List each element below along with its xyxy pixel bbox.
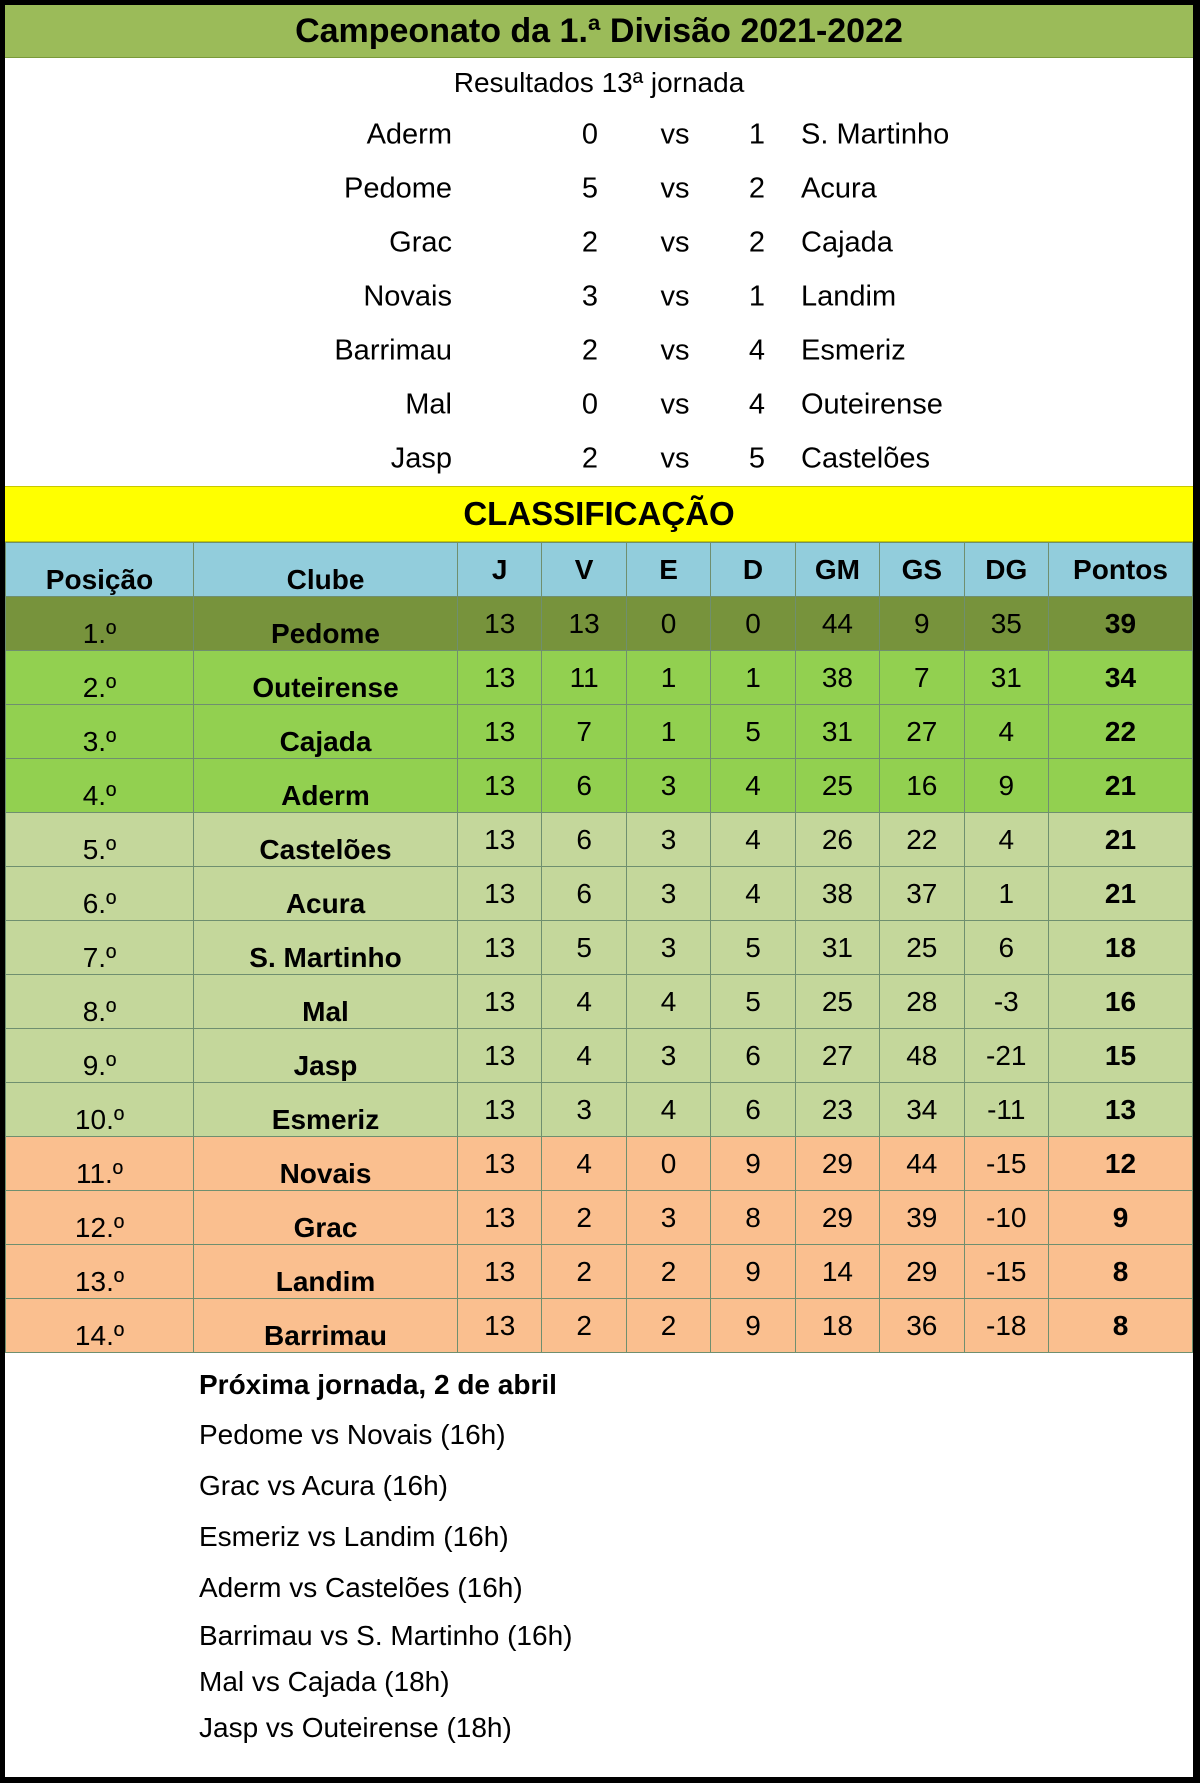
result-vs: vs — [660, 442, 690, 475]
standings-row — [6, 975, 1193, 1029]
cell-points: 13 — [1049, 1083, 1193, 1137]
cell-goals-for: 25 — [795, 975, 879, 1029]
cell-goals-against: 44 — [880, 1137, 964, 1191]
cell-draws: 0 — [626, 597, 710, 651]
cell-goals-against: 27 — [880, 705, 964, 759]
standings-row — [6, 759, 1193, 813]
cell-draws: 4 — [626, 975, 710, 1029]
cell-points: 8 — [1049, 1245, 1193, 1299]
col-header-losses: D — [711, 543, 795, 597]
col-header-goal-difference: DG — [964, 543, 1048, 597]
cell-played: 13 — [458, 867, 542, 921]
cell-losses: 6 — [711, 1083, 795, 1137]
cell-losses: 4 — [711, 759, 795, 813]
result-away-score: 4 — [748, 388, 766, 421]
cell-losses: 4 — [711, 813, 795, 867]
cell-draws: 2 — [626, 1299, 710, 1353]
standings-body — [6, 597, 1193, 1353]
cell-wins: 11 — [542, 651, 626, 705]
cell-played: 13 — [458, 921, 542, 975]
standings-row — [6, 1029, 1193, 1083]
cell-points: 21 — [1049, 813, 1193, 867]
standings-row — [6, 651, 1193, 705]
result-away-team: Acura — [801, 172, 877, 205]
standings-row — [6, 1191, 1193, 1245]
cell-goals-for: 29 — [795, 1191, 879, 1245]
cell-club: Barrimau — [194, 1299, 458, 1353]
col-header-played: J — [458, 543, 542, 597]
result-row — [5, 270, 1193, 324]
result-away-team: Outeirense — [801, 388, 943, 421]
cell-points: 21 — [1049, 867, 1193, 921]
result-home-team: Barrimau — [334, 334, 452, 367]
result-vs: vs — [660, 118, 690, 151]
cell-goals-for: 14 — [795, 1245, 879, 1299]
result-home-score: 0 — [581, 388, 599, 421]
cell-goal-difference: -15 — [964, 1137, 1048, 1191]
cell-position: 3.º — [6, 705, 194, 759]
cell-position: 14.º — [6, 1299, 194, 1353]
result-home-score: 2 — [581, 442, 599, 475]
cell-position: 7.º — [6, 921, 194, 975]
cell-position: 13.º — [6, 1245, 194, 1299]
cell-draws: 4 — [626, 1083, 710, 1137]
standings-row — [6, 1137, 1193, 1191]
result-away-team: Esmeriz — [801, 334, 906, 367]
result-row — [5, 108, 1193, 162]
cell-position: 1.º — [6, 597, 194, 651]
cell-club: Grac — [194, 1191, 458, 1245]
cell-wins: 7 — [542, 705, 626, 759]
col-header-draws: E — [626, 543, 710, 597]
cell-position: 11.º — [6, 1137, 194, 1191]
cell-position: 6.º — [6, 867, 194, 921]
page-title: Campeonato da 1.ª Divisão 2021-2022 — [5, 5, 1193, 58]
result-away-score: 4 — [748, 334, 766, 367]
cell-position: 2.º — [6, 651, 194, 705]
result-away-score: 1 — [748, 280, 766, 313]
col-header-points: Pontos — [1049, 543, 1193, 597]
cell-goal-difference: 4 — [964, 813, 1048, 867]
cell-draws: 1 — [626, 705, 710, 759]
cell-wins: 2 — [542, 1245, 626, 1299]
result-vs: vs — [660, 388, 690, 421]
cell-losses: 5 — [711, 975, 795, 1029]
cell-played: 13 — [458, 1245, 542, 1299]
results-list — [5, 108, 1193, 486]
cell-goal-difference: 6 — [964, 921, 1048, 975]
cell-goal-difference: -10 — [964, 1191, 1048, 1245]
cell-wins: 6 — [542, 867, 626, 921]
cell-goals-for: 18 — [795, 1299, 879, 1353]
cell-club: Jasp — [194, 1029, 458, 1083]
cell-position: 12.º — [6, 1191, 194, 1245]
cell-losses: 9 — [711, 1299, 795, 1353]
cell-played: 13 — [458, 597, 542, 651]
col-header-club: Clube — [194, 543, 458, 597]
cell-goals-against: 22 — [880, 813, 964, 867]
result-vs: vs — [660, 280, 690, 313]
cell-position: 9.º — [6, 1029, 194, 1083]
cell-goal-difference: -18 — [964, 1299, 1048, 1353]
cell-draws: 1 — [626, 651, 710, 705]
cell-losses: 9 — [711, 1137, 795, 1191]
cell-losses: 5 — [711, 921, 795, 975]
next-round-fixtures — [199, 1409, 1193, 1751]
standings-sheet — [5, 5, 1193, 1777]
result-home-team: Aderm — [366, 118, 452, 151]
standings-header-row — [6, 543, 1193, 597]
cell-goals-for: 31 — [795, 921, 879, 975]
result-away-score: 2 — [748, 172, 766, 205]
cell-goals-for: 44 — [795, 597, 879, 651]
cell-club: S. Martinho — [194, 921, 458, 975]
cell-draws: 0 — [626, 1137, 710, 1191]
result-away-score: 5 — [748, 442, 766, 475]
cell-goals-for: 31 — [795, 705, 879, 759]
result-vs: vs — [660, 172, 690, 205]
standings-row — [6, 1245, 1193, 1299]
cell-played: 13 — [458, 1299, 542, 1353]
cell-wins: 2 — [542, 1299, 626, 1353]
cell-played: 13 — [458, 1191, 542, 1245]
cell-goals-against: 28 — [880, 975, 964, 1029]
result-away-score: 1 — [748, 118, 766, 151]
cell-goals-against: 36 — [880, 1299, 964, 1353]
cell-points: 22 — [1049, 705, 1193, 759]
result-row — [5, 162, 1193, 216]
cell-goals-against: 29 — [880, 1245, 964, 1299]
cell-draws: 2 — [626, 1245, 710, 1299]
col-header-wins: V — [542, 543, 626, 597]
result-row — [5, 378, 1193, 432]
fixture-item: Barrimau vs S. Martinho (16h) — [199, 1620, 573, 1651]
cell-points: 18 — [1049, 921, 1193, 975]
cell-draws: 3 — [626, 759, 710, 813]
cell-losses: 0 — [711, 597, 795, 651]
cell-wins: 4 — [542, 975, 626, 1029]
cell-draws: 3 — [626, 1029, 710, 1083]
cell-points: 8 — [1049, 1299, 1193, 1353]
cell-goals-against: 48 — [880, 1029, 964, 1083]
cell-club: Novais — [194, 1137, 458, 1191]
cell-goal-difference: 9 — [964, 759, 1048, 813]
result-home-score: 0 — [581, 118, 599, 151]
cell-losses: 1 — [711, 651, 795, 705]
cell-points: 21 — [1049, 759, 1193, 813]
cell-losses: 9 — [711, 1245, 795, 1299]
cell-goals-against: 9 — [880, 597, 964, 651]
cell-played: 13 — [458, 975, 542, 1029]
cell-losses: 5 — [711, 705, 795, 759]
next-round-title: Próxima jornada, 2 de abril — [199, 1369, 557, 1400]
cell-goals-against: 16 — [880, 759, 964, 813]
col-header-position: Posição — [6, 543, 194, 597]
cell-wins: 4 — [542, 1137, 626, 1191]
result-home-team: Jasp — [390, 442, 452, 475]
result-away-team: S. Martinho — [801, 118, 950, 151]
cell-goals-for: 25 — [795, 759, 879, 813]
cell-played: 13 — [458, 651, 542, 705]
cell-wins: 6 — [542, 813, 626, 867]
result-row — [5, 216, 1193, 270]
cell-points: 39 — [1049, 597, 1193, 651]
result-home-team: Novais — [363, 280, 452, 313]
standings-row — [6, 867, 1193, 921]
result-home-team: Pedome — [343, 172, 452, 205]
cell-wins: 4 — [542, 1029, 626, 1083]
col-header-goals-for: GM — [795, 543, 879, 597]
result-vs: vs — [660, 226, 690, 259]
cell-wins: 5 — [542, 921, 626, 975]
cell-played: 13 — [458, 1137, 542, 1191]
cell-goal-difference: -21 — [964, 1029, 1048, 1083]
cell-goals-for: 38 — [795, 867, 879, 921]
next-round — [5, 1353, 1193, 1751]
result-home-score: 5 — [581, 172, 599, 205]
cell-losses: 8 — [711, 1191, 795, 1245]
cell-played: 13 — [458, 1029, 542, 1083]
cell-goals-against: 7 — [880, 651, 964, 705]
result-away-score: 2 — [748, 226, 766, 259]
cell-goals-against: 37 — [880, 867, 964, 921]
result-home-team: Mal — [405, 388, 452, 421]
standings-row — [6, 921, 1193, 975]
result-row — [5, 324, 1193, 378]
cell-goal-difference: 4 — [964, 705, 1048, 759]
cell-goals-for: 29 — [795, 1137, 879, 1191]
result-away-team: Castelões — [801, 442, 930, 475]
cell-position: 5.º — [6, 813, 194, 867]
cell-draws: 3 — [626, 813, 710, 867]
cell-goal-difference: -11 — [964, 1083, 1048, 1137]
cell-draws: 3 — [626, 1191, 710, 1245]
cell-position: 10.º — [6, 1083, 194, 1137]
result-home-team: Grac — [389, 226, 452, 259]
cell-goal-difference: -3 — [964, 975, 1048, 1029]
fixture-item: Pedome vs Novais (16h) — [199, 1419, 506, 1450]
fixture-item: Mal vs Cajada (18h) — [199, 1666, 450, 1697]
cell-goals-against: 39 — [880, 1191, 964, 1245]
standings-row — [6, 1299, 1193, 1353]
cell-losses: 4 — [711, 867, 795, 921]
result-row — [5, 432, 1193, 486]
fixture-item: Aderm vs Castelões (16h) — [199, 1572, 523, 1603]
cell-draws: 3 — [626, 921, 710, 975]
fixture-item: Esmeriz vs Landim (16h) — [199, 1521, 509, 1552]
cell-club: Mal — [194, 975, 458, 1029]
cell-wins: 2 — [542, 1191, 626, 1245]
result-home-score: 2 — [581, 334, 599, 367]
cell-losses: 6 — [711, 1029, 795, 1083]
standings-row — [6, 597, 1193, 651]
cell-wins: 6 — [542, 759, 626, 813]
cell-club: Outeirense — [194, 651, 458, 705]
fixture-item: Jasp vs Outeirense (18h) — [199, 1712, 512, 1743]
result-away-team: Landim — [801, 280, 897, 313]
cell-goals-for: 26 — [795, 813, 879, 867]
classification-title: CLASSIFICAÇÃO — [5, 486, 1193, 542]
cell-points: 12 — [1049, 1137, 1193, 1191]
cell-played: 13 — [458, 813, 542, 867]
cell-club: Pedome — [194, 597, 458, 651]
fixture-item: Grac vs Acura (16h) — [199, 1470, 448, 1501]
cell-wins: 3 — [542, 1083, 626, 1137]
standings-row — [6, 705, 1193, 759]
standings-row — [6, 1083, 1193, 1137]
results-subtitle: Resultados 13ª jornada — [453, 67, 745, 98]
cell-goals-for: 23 — [795, 1083, 879, 1137]
cell-club: Castelões — [194, 813, 458, 867]
result-vs: vs — [660, 334, 690, 367]
cell-goal-difference: 31 — [964, 651, 1048, 705]
cell-points: 34 — [1049, 651, 1193, 705]
cell-points: 16 — [1049, 975, 1193, 1029]
standings-row — [6, 813, 1193, 867]
cell-goals-against: 34 — [880, 1083, 964, 1137]
cell-played: 13 — [458, 759, 542, 813]
cell-club: Cajada — [194, 705, 458, 759]
cell-club: Acura — [194, 867, 458, 921]
standings-table — [5, 542, 1193, 1353]
cell-club: Landim — [194, 1245, 458, 1299]
cell-points: 15 — [1049, 1029, 1193, 1083]
cell-goal-difference: -15 — [964, 1245, 1048, 1299]
result-home-score: 2 — [581, 226, 599, 259]
cell-played: 13 — [458, 705, 542, 759]
cell-played: 13 — [458, 1083, 542, 1137]
col-header-goals-against: GS — [880, 543, 964, 597]
result-home-score: 3 — [581, 280, 599, 313]
cell-goal-difference: 1 — [964, 867, 1048, 921]
cell-club: Esmeriz — [194, 1083, 458, 1137]
cell-club: Aderm — [194, 759, 458, 813]
cell-position: 4.º — [6, 759, 194, 813]
cell-goals-for: 38 — [795, 651, 879, 705]
cell-points: 9 — [1049, 1191, 1193, 1245]
cell-position: 8.º — [6, 975, 194, 1029]
cell-wins: 13 — [542, 597, 626, 651]
cell-draws: 3 — [626, 867, 710, 921]
cell-goals-against: 25 — [880, 921, 964, 975]
cell-goals-for: 27 — [795, 1029, 879, 1083]
result-away-team: Cajada — [801, 226, 893, 259]
cell-goal-difference: 35 — [964, 597, 1048, 651]
